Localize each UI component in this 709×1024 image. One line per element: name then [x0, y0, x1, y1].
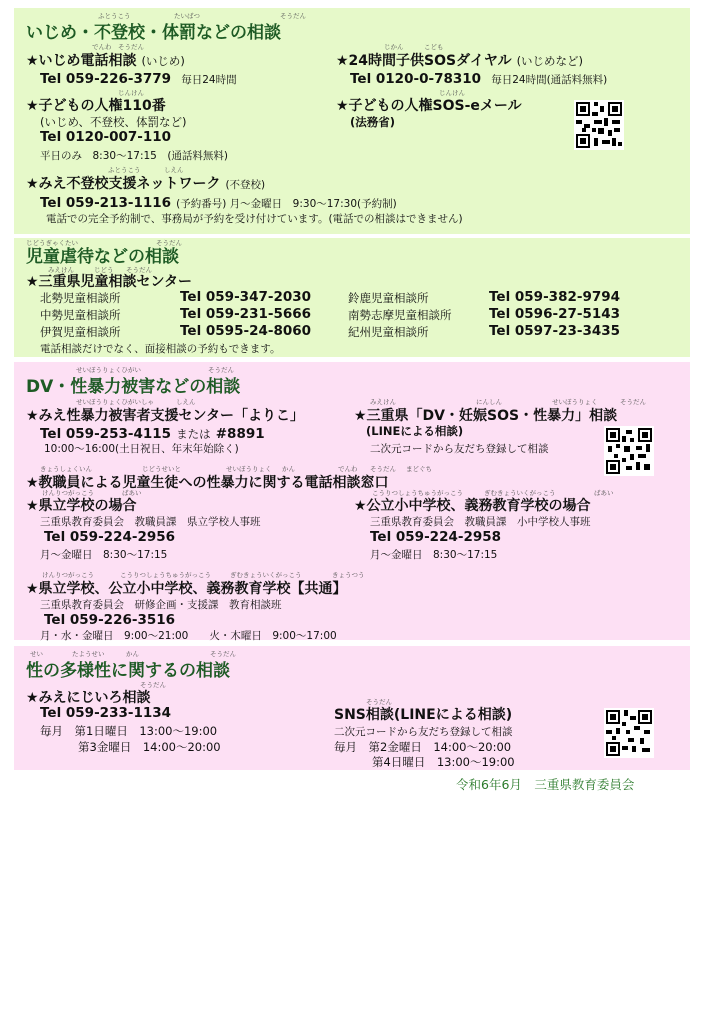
ruby: みえけん — [48, 266, 74, 274]
ruby: せいぼうりょく — [226, 465, 272, 473]
office-name: 中勢児童相談所 — [40, 308, 121, 322]
ruby: せいぼうりょくひがいしゃ — [76, 398, 154, 406]
qr-code-icon[interactable] — [604, 708, 654, 758]
ijime-tel[interactable]: Tel 059-226-3779 — [40, 71, 172, 87]
futoko-hours: (予約番号) 月～金曜日 9:30～17:30(予約制) — [176, 198, 397, 210]
yoriko-or: または — [176, 427, 211, 441]
ruby: せい — [30, 650, 43, 658]
section-title: 性の多様性に関するの相談 — [26, 661, 230, 681]
ruby: じんけん — [118, 89, 144, 97]
section-dv — [14, 362, 690, 640]
jinken-note: (いじめ、不登校、体罰など) — [40, 115, 187, 129]
sos24-hours: 毎日24時間(通話料無料) — [491, 74, 608, 86]
section-child-abuse — [14, 238, 690, 357]
ruby: こども — [424, 43, 444, 51]
sos24-tel[interactable]: Tel 0120-0-78310 — [350, 71, 482, 87]
niji-schedule-2: 第3金曜日 14:00～20:00 — [78, 740, 221, 754]
ruby: そうだん — [140, 681, 166, 689]
pref-hours: 月～金曜日 8:30～17:15 — [40, 549, 168, 561]
pref-heading: ★県立学校の場合 — [26, 498, 137, 514]
office-name: 鈴鹿児童相談所 — [348, 291, 429, 305]
ruby: ばあい — [594, 489, 614, 497]
sos24-note: (いじめなど) — [516, 54, 584, 68]
ruby: ばあい — [122, 489, 142, 497]
common-heading: ★県立学校、公立小中学校、義務教育学校【共通】 — [26, 581, 347, 597]
sns-desc: 二次元コードから友だち登録して相談 — [334, 726, 513, 738]
ruby: けんりつがっこう — [42, 571, 94, 579]
staff-heading: ★教職員による児童生徒への性暴力に関する電話相談窓口 — [26, 475, 389, 491]
ruby: じどう — [94, 266, 114, 274]
ruby: けんりつがっこう — [42, 489, 94, 497]
ijime-tel-line — [40, 68, 237, 87]
common-tel[interactable]: Tel 059-226-3516 — [44, 612, 176, 628]
office-tel[interactable]: Tel 059-347-2030 — [180, 289, 312, 305]
pref-tel[interactable]: Tel 059-224-2956 — [44, 529, 176, 545]
ruby: じどうせいと — [142, 465, 181, 473]
yoriko-tel[interactable]: Tel 059-253-4115 — [40, 426, 172, 442]
ruby: そうだん — [208, 366, 234, 374]
ruby: じかん — [384, 43, 404, 51]
public-org: 三重県教育委員会 教職員課 小中学校人事班 — [370, 516, 591, 528]
ijime-heading — [26, 50, 185, 70]
niji-heading: ★みえにじいろ相談 — [26, 690, 151, 706]
ruby: ぎむきょういくがっこう — [230, 571, 302, 579]
ruby: そうだん — [370, 465, 396, 473]
ruby: かん — [126, 650, 139, 658]
office-tel[interactable]: Tel 0596-27-5143 — [489, 306, 621, 322]
ruby: そうだん — [126, 266, 152, 274]
pref-org: 三重県教育委員会 教職員課 県立学校人事班 — [40, 516, 261, 528]
office-tel[interactable]: Tel 059-231-5666 — [180, 306, 312, 322]
futoko-tel-line — [40, 192, 397, 211]
sos24-tel-line — [350, 68, 607, 87]
office-name: 南勢志摩児童相談所 — [348, 308, 452, 322]
ruby: そうだん — [156, 239, 182, 247]
section-diversity — [14, 646, 690, 770]
ruby: じどうぎゃくたい — [26, 239, 78, 247]
jinken-tel[interactable]: Tel 0120-007-110 — [40, 129, 172, 145]
sos24-heading — [336, 50, 583, 70]
ruby: たようせい — [72, 650, 105, 658]
ruby: みえけん — [370, 398, 396, 406]
ruby: でんわ — [338, 465, 358, 473]
futoko-desc: 電話での完全予約制で、事務局が予約を受け付けています。(電話での相談はできません) — [46, 213, 463, 225]
common-org: 三重県教育委員会 研修企画・支援課 教育相談班 — [40, 599, 282, 611]
office-name: 紀州児童相談所 — [348, 325, 429, 339]
center-heading: ★三重県児童相談センター — [26, 274, 192, 290]
ijime-title: ★いじめ電話相談 — [26, 53, 137, 69]
ruby: まどぐち — [406, 465, 432, 473]
sns-schedule-1: 毎月 第2金曜日 14:00～20:00 — [334, 740, 512, 754]
ruby: たいばつ — [174, 12, 200, 20]
office-tel[interactable]: Tel 0597-23-3435 — [489, 323, 621, 339]
ruby: きょうしょくいん — [40, 465, 92, 473]
line-desc: 二次元コードから友だち登録して相談 — [370, 443, 549, 455]
section-title: DV・性暴力被害などの相談 — [26, 377, 241, 397]
footer-credit: 令和6年6月 三重県教育委員会 — [456, 777, 635, 792]
ruby: しえん — [176, 398, 196, 406]
futoko-heading — [26, 173, 265, 193]
ruby: しえん — [164, 166, 184, 174]
ruby: でんわ — [92, 43, 112, 51]
line-sub: (LINEによる相談) — [366, 424, 464, 438]
ruby: そうだん — [620, 398, 646, 406]
office-tel[interactable]: Tel 059-382-9794 — [489, 289, 621, 305]
ruby: そうだん — [366, 698, 392, 706]
public-heading: ★公立小中学校、義務教育学校の場合 — [354, 498, 591, 514]
niji-tel[interactable]: Tel 059-233-1134 — [40, 705, 172, 721]
ruby: そうだん — [118, 43, 144, 51]
ruby: こうりつしょうちゅうがっこう — [372, 489, 463, 497]
ruby: ふとうこう — [98, 12, 131, 20]
ruby: そうだん — [210, 650, 236, 658]
yoriko-short[interactable]: #8891 — [215, 426, 265, 442]
ruby: かん — [282, 465, 295, 473]
ruby: こうりつしょうちゅうがっこう — [120, 571, 211, 579]
office-tel[interactable]: Tel 0595-24-8060 — [180, 323, 312, 339]
niji-schedule-1: 毎月 第1日曜日 13:00～19:00 — [40, 724, 218, 738]
ruby: にんしん — [476, 398, 502, 406]
office-name: 伊賀児童相談所 — [40, 325, 121, 339]
ruby: ふとうこう — [108, 166, 141, 174]
qr-code-icon[interactable] — [604, 426, 654, 476]
office-name: 北勢児童相談所 — [40, 291, 121, 305]
ruby: そうだん — [280, 12, 306, 20]
line-heading: ★三重県「DV・妊娠SOS・性暴力」相談 — [354, 408, 618, 424]
jinken-heading: ★子どもの人権110番 — [26, 98, 166, 114]
ruby: きょうつう — [332, 571, 365, 579]
email-heading: ★子どもの人権SOS-eメール — [336, 98, 522, 114]
section-title: いじめ・不登校・体罰などの相談 — [26, 23, 281, 43]
ruby: ぎむきょういくがっこう — [484, 489, 556, 497]
ijime-note: (いじめ) — [141, 54, 185, 68]
futoko-note: (不登校) — [225, 179, 266, 191]
sns-heading: SNS相談(LINEによる相談) — [334, 707, 513, 723]
sos24-title: ★24時間子供SOSダイヤル — [336, 53, 512, 69]
qr-code-icon[interactable] — [574, 100, 624, 150]
abuse-note: 電話相談だけでなく、面接相談の予約もできます。 — [40, 343, 281, 355]
section-bullying — [14, 8, 690, 234]
sns-schedule-2: 第4日曜日 13:00～19:00 — [372, 755, 515, 769]
public-tel[interactable]: Tel 059-224-2958 — [370, 529, 502, 545]
jinken-hours: 平日のみ 8:30～17:15 (通話料無料) — [40, 150, 229, 162]
email-org: (法務省) — [350, 115, 396, 129]
common-hours: 月・水・金曜日 9:00～21:00 火・木曜日 9:00～17:00 — [40, 630, 337, 642]
yoriko-tel-line — [40, 423, 265, 442]
futoko-title: ★みえ不登校支援ネットワーク — [26, 176, 221, 192]
ruby: じんけん — [439, 89, 465, 97]
section-title: 児童虐待などの相談 — [26, 247, 179, 267]
ruby: せいぼうりょく — [552, 398, 598, 406]
yoriko-hours: 10:00～16:00(土日祝日、年末年始除く) — [44, 443, 239, 455]
ijime-hours: 毎日24時間 — [181, 74, 237, 86]
yoriko-heading: ★みえ性暴力被害者支援センター「よりこ」 — [26, 408, 304, 424]
public-hours: 月～金曜日 8:30～17:15 — [370, 549, 498, 561]
futoko-tel[interactable]: Tel 059-213-1116 — [40, 195, 172, 211]
ruby: せいぼうりょくひがい — [76, 366, 141, 374]
